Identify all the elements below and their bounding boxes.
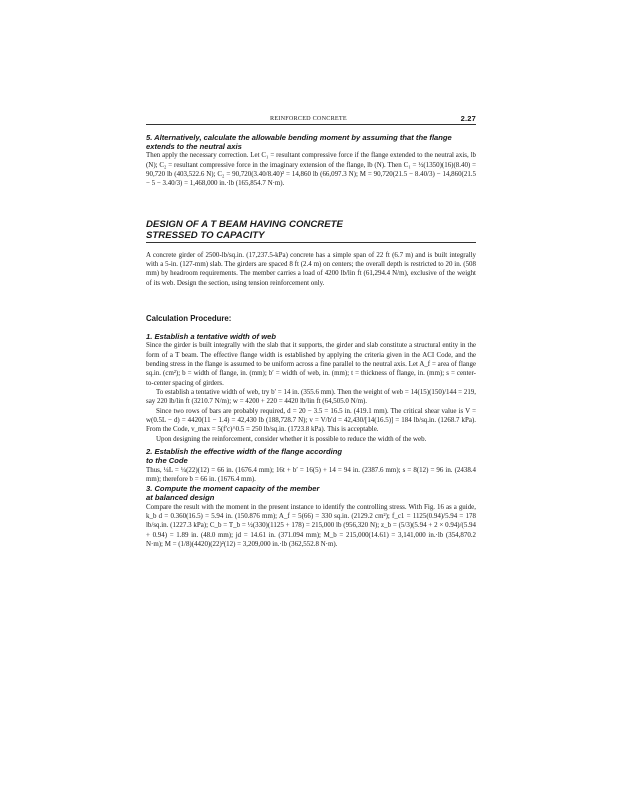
step5-body: Then apply the necessary correction. Let C₁ = resultant compressive force if the flange extended to the neutral axis, lb (N); C₂ = resultant compressive force in the imaginary extension of the flange, lb (N). Then C₁ = ½(1350)(16)(8.40) = 90,720 lb (403,522.6 N); C₂ = 90,720(3.40/8.40)² = 14,860 lb (66,097.3 N); M = 90,720(21.5 − 8.40/3) − 14,860(21.5 − 5 − 3.40/3) = 1,468,000 in.·lb (165,854.7 N·m). — [146, 151, 476, 188]
page-number: 2.27 — [460, 114, 476, 123]
step2-heading-line1: 2. Establish the effective width of the flange according — [146, 447, 343, 457]
section-title-line2: STRESSED TO CAPACITY — [146, 229, 265, 241]
step1-para1: Since the girder is built integrally with the slab that it supports, the girder and slab constitute a structural entity in the form of a T beam. The effective flange width is established by applying the criteria given in the ACI Code, and the bending stress in the flange is assumed to be uniform across a fine parallel to the neutral axis. Let A_f = area of flange sq.in. (cm²); b = width of flange, in. (mm); b′ = width of web, in. (mm); t = thickness of flange, in. (mm); s = center-to-center spacing of girders. — [146, 341, 476, 387]
step1-para2: To establish a tentative width of web, try b′ = 14 in. (355.6 mm). Then the weight of web = 14(15)(150)/144 = 219, say 220 lb/lin ft (3210.7 N/m); w = 4200 + 220 = 4420 lb/lin ft (64,505.0 N/m). — [146, 388, 476, 406]
running-head — [146, 112, 476, 125]
step3-heading-line1: 3. Compute the moment capacity of the member — [146, 484, 320, 494]
step2-heading — [146, 447, 476, 465]
section-intro: A concrete girder of 2500-lb/sq.in. (17,237.5-kPa) concrete has a simple span of 22 ft (6.7 m) and is built integrally with a 5-in. (127-mm) slab. The girders are spaced 8 ft (2.4 m) on centers; the overall depth is restricted to 20 in. (508 mm) by headroom requirements. The member carries a load of 4200 lb/lin ft (61,294.4 N/m), exclusive of the weight of its web. Design the section, using tension reinforcement only. — [146, 250, 476, 287]
calc-procedure-label: Calculation Procedure: — [146, 314, 232, 324]
section-title-line1: DESIGN OF A T BEAM HAVING CONCRETE — [146, 218, 343, 230]
running-head-title: REINFORCED CONCRETE — [270, 115, 347, 122]
document-page — [146, 112, 476, 549]
section-title — [146, 219, 476, 243]
step3-heading-line2: at balanced design — [146, 493, 215, 503]
step1-heading: 1. Establish a tentative width of web — [146, 332, 276, 342]
step1-para3: Since two rows of bars are probably required, d = 20 − 3.5 = 16.5 in. (419.1 mm). The critical shear value is V = w(0.5L − d) = 4420(11 − 1.4) = 42,430 lb (188,728.7 N); v = V/b′d = 42,430/[14(16.5)] = 184 lb/sq.in. (1268.7 kPa). From the Code, v_max = 5(f′c)^0.5 = 250 lb/sq.in. (1723.8 kPa). This is acceptable. — [146, 406, 476, 434]
step3-heading — [146, 484, 476, 502]
step2-heading-line2: to the Code — [146, 456, 188, 466]
step1-para4: Upon designing the reinforcement, consider whether it is possible to reduce the width of the web. — [156, 434, 427, 443]
step3-body: Compare the result with the moment in the present instance to identify the controlling stress. With Fig. 16 as a guide, k_b d = 0.360(16.5) = 5.94 in. (150.876 mm); A_f = 5(66) = 330 sq.in. (2129.2 cm²); f_c1 = 1125(0.94)/5.94 = 178 lb/sq.in. (1227.3 kPa); C_b = T_b = ½(330)(1125 + 178) = 215,000 lb (956,320 N); z_b = (5/3)(5.94 + 2 × 0.94)/(5.94 + 0.94) = 1.89 in. (48.0 mm); jd = 14.61 in. (371.094 mm); M_b = 215,000(14.61) = 3,141,000 in.·lb (354,870.2 N·m); M = (1/8)(4420)(22)²(12) = 3,209,000 in.·lb (362,552.8 N·m). — [146, 502, 476, 549]
step5-heading: 5. Alternatively, calculate the allowable bending moment by assuming that the flange extends to the neutral axis — [146, 133, 452, 152]
step2-body: Thus, ¼L = ¼(22)(12) = 66 in. (1676.4 mm); 16t + b′ = 16(5) + 14 = 94 in. (2387.6 mm); s = 8(12) = 96 in. (2438.4 mm); therefore b = 66 in. (1676.4 mm). — [146, 465, 476, 483]
